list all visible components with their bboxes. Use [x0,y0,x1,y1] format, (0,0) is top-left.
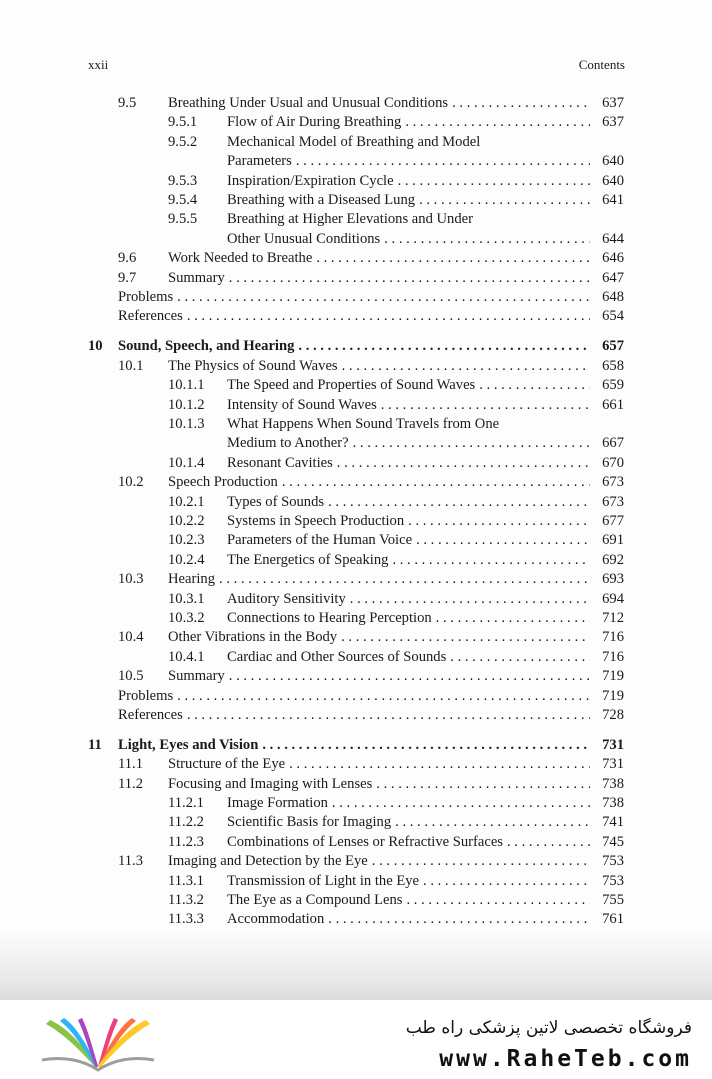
toc-entry-row [0,628,712,647]
toc-entry-title: Hearing [168,571,216,588]
toc-leader-dots [225,667,590,686]
toc-entry-row [0,872,712,891]
toc-leader-dots [403,891,591,910]
toc-entry-title: Inspiration/Expiration Cycle [227,172,394,189]
toc-leader-dots [388,551,590,570]
toc-entry-number: 11.2.2 [168,814,204,831]
toc-page-number: 647 [602,269,624,286]
toc-entry-number: 10.2 [118,474,144,491]
toc-entry-title: Flow of Air During Breathing [227,114,402,131]
toc-entry-number: 10.4 [118,629,144,646]
toc-entry-row [0,531,712,550]
toc-entry-number: 9.5.4 [168,192,198,208]
toc-entry-number: 10.3.1 [168,590,205,607]
toc-entry-title: The Eye as a Compound Lens [227,892,403,908]
toc-entry-title: Speech Production [168,474,278,491]
toc-entry-row [0,648,712,667]
toc-entry-number: 11.2.3 [168,833,204,850]
toc-page-number: 694 [602,590,624,607]
running-header: Contents [578,57,625,72]
toc-page-number: 673 [602,474,624,491]
toc-entry-row [0,249,712,268]
toc-page-number: 677 [602,512,624,529]
toc-page-number: 648 [602,289,624,305]
toc-entry-number: 9.5.3 [168,172,198,189]
toc-entry-title: Imaging and Detection by the Eye [168,853,368,870]
toc-page-number: 719 [602,668,624,685]
toc-entry-row [0,230,712,249]
toc-leader-dots [183,706,590,725]
toc-leader-dots [412,531,590,550]
toc-entry-number: 11 [88,736,102,753]
toc-page-number: 728 [602,706,624,723]
toc-entry-title: Parameters of the Human Voice [227,532,413,549]
toc-entry-row [0,269,712,288]
page-number: xxii [88,57,109,72]
toc-entry-title: Medium to Another? [227,435,349,452]
toc-leader-dots [391,813,590,832]
toc-page-number: 654 [602,308,624,325]
toc-leader-dots [173,288,590,307]
toc-entry-number: 10.1.1 [168,377,205,394]
toc-entry-number: 9.5.1 [168,114,198,131]
toc-entry-row [0,454,712,473]
toc-entry-row [0,609,712,628]
toc-entry-number: 10.3.2 [168,609,205,626]
toc-page-number: 693 [602,571,624,588]
toc-entry-title: References [118,706,183,723]
toc-entry-number: 11.2.1 [168,795,204,811]
toc-entry-row [0,813,712,832]
toc-entry-row [0,687,712,706]
toc-entry-row [0,570,712,589]
toc-entry-title: Mechanical Model of Breathing and Model [227,133,481,150]
toc-page-number: 731 [602,736,624,753]
toc-entry-number: 10.5 [118,668,144,685]
toc-entry-number: 10.2.2 [168,512,205,529]
toc-entry-title: Focusing and Imaging with Lenses [168,775,373,792]
toc-page-number: 670 [602,454,624,471]
toc-entry-number: 10 [88,338,103,355]
toc-entry-row [0,551,712,570]
toc-leader-dots [394,172,590,191]
toc-entry-number: 10.2.4 [168,551,205,568]
open-book-logo-icon [38,1016,158,1072]
toc-page-number: 761 [602,911,624,928]
toc-page-number: 712 [602,609,624,626]
toc-entry-row [0,133,712,152]
toc-entry-row [0,434,712,453]
toc-page-number: 719 [602,687,624,704]
toc-leader-dots [415,191,590,210]
toc-page-number: 667 [602,435,624,452]
toc-entry-title: Problems [118,687,174,704]
toc-entry-number: 9.7 [118,269,137,286]
toc-entry-number: 11.3 [118,853,143,870]
toc-entry-title: Other Vibrations in the Body [168,629,338,646]
toc-entry-row [0,775,712,794]
toc-entry-number: 9.5 [118,95,137,111]
toc-entry-row [0,706,712,725]
toc-entry-title: Work Needed to Breathe [168,250,313,267]
toc-entry-title: Intensity of Sound Waves [227,396,377,413]
toc-entry-title: Other Unusual Conditions [227,230,381,247]
toc-entry-title: Systems in Speech Production [227,512,405,529]
toc-entry-title: Scientific Basis for Imaging [227,814,392,831]
toc-entry-row [0,755,712,774]
toc-entry-number: 10.1.2 [168,396,205,413]
toc-entry-row [0,191,712,210]
toc-entry-title: Resonant Cavities [227,454,333,471]
toc-leader-dots [432,609,590,628]
toc-entry-title: Types of Sounds [227,493,325,510]
toc-page-number: 646 [602,250,624,267]
toc-entry-title: Breathing Under Usual and Unusual Conditions [168,95,449,111]
toc-entry-number: 11.1 [118,756,143,773]
toc-leader-dots [401,113,590,132]
toc-page-number: 661 [602,396,624,413]
toc-page-number: 731 [602,756,624,773]
toc-entry-row [0,172,712,191]
toc-entry-row [0,891,712,910]
toc-page-number: 692 [602,551,624,568]
toc-entry-row [0,210,712,229]
toc-entry-row [0,794,712,813]
toc-page-number: 641 [602,192,624,208]
toc-leader-dots [337,628,590,647]
toc-entry-title: What Happens When Sound Travels from One [227,415,500,432]
toc-entry-number: 9.5.2 [168,133,198,150]
toc-page-number: 644 [602,230,624,247]
toc-page-number: 716 [602,629,624,646]
watermark-banner [0,1000,712,1079]
toc-leader-dots [475,376,590,395]
toc-leader-dots [333,454,590,473]
toc-entry-number: 10.1.4 [168,454,205,471]
toc-leader-dots [258,736,590,755]
toc-page-number: 659 [602,377,624,394]
toc-leader-dots [278,473,590,492]
toc-entry-row [0,833,712,852]
toc-page-number: 658 [602,357,624,374]
toc-leader-dots [215,570,590,589]
toc-leader-dots [368,852,590,871]
store-name: فروشگاه تخصصی لاتین پزشکی راه طب [405,1018,692,1038]
toc-page-number: 738 [602,775,624,792]
toc-entry-title: Cardiac and Other Sources of Sounds [227,648,447,665]
toc-entry-title: Summary [168,668,225,685]
toc-entry-title: Breathing at Higher Elevations and Under [227,211,473,228]
toc-page-number: 745 [602,833,624,850]
toc-entry-title: The Energetics of Speaking [227,551,389,568]
toc-entry-row [0,396,712,415]
toc-page-number: 640 [602,153,624,170]
toc-entry-number: 10.2.1 [168,493,205,510]
toc-leader-dots [404,512,590,531]
toc-entry-number: 10.1.3 [168,415,205,432]
toc-entry-row [0,152,712,171]
toc-leader-dots [324,493,590,512]
toc-entry-row [0,473,712,492]
toc-entry-row [0,357,712,376]
toc-entry-title: Auditory Sensitivity [227,590,346,607]
toc-entry-title: Sound, Speech, and Hearing [118,338,295,355]
toc-page-number: 716 [602,648,624,665]
toc-leader-dots [448,94,590,113]
toc-leader-dots [380,230,590,249]
toc-chapter-row [0,337,712,356]
toc-page-number: 753 [602,853,624,870]
toc-entry-number: 11.3.1 [168,872,204,889]
toc-entry-row [0,910,712,929]
toc-entry-title: Combinations of Lenses or Refractive Surfaces [227,833,503,850]
toc-entry-row [0,288,712,307]
toc-leader-dots [338,357,590,376]
toc-leader-dots [372,775,590,794]
toc-entry-row [0,376,712,395]
toc-entry-number: 10.3 [118,571,144,588]
toc-entry-row [0,415,712,434]
toc-entry-title: The Speed and Properties of Sound Waves [227,377,476,394]
toc-page-number: 657 [602,338,624,355]
toc-page-number: 741 [602,814,624,831]
toc-chapter-row [0,736,712,755]
toc-entry-title: References [118,308,183,325]
store-url: www.RaheTeb.com [439,1046,692,1072]
toc-entry-title: Transmission of Light in the Eye [227,872,420,889]
toc-entry-title: Parameters [227,153,292,170]
toc-leader-dots [183,307,590,326]
toc-entry-row [0,94,712,113]
toc-entry-row [0,512,712,531]
toc-leader-dots [294,337,590,356]
toc-page-number: 637 [602,95,624,111]
toc-leader-dots [324,910,590,929]
toc-page-number: 738 [602,795,624,811]
toc-entry-number: 11.2 [118,775,143,792]
toc-leader-dots [285,755,590,774]
toc-entry-title: Image Formation [227,795,328,811]
toc-leader-dots [173,687,590,706]
toc-page-number: 673 [602,493,624,510]
toc-leader-dots [419,872,590,891]
toc-entry-title: Connections to Hearing Perception [227,609,432,626]
toc-entry-title: Problems [118,289,174,305]
toc-entry-row [0,493,712,512]
toc-entry-number: 9.5.5 [168,211,198,228]
toc-entry-number: 9.6 [118,250,137,267]
toc-entry-title: Structure of the Eye [168,756,286,773]
toc-entry-number: 10.2.3 [168,532,205,549]
toc-entry-title: Accommodation [227,911,325,928]
toc-leader-dots [225,269,590,288]
toc-leader-dots [312,249,590,268]
toc-leader-dots [377,396,590,415]
toc-entry-row [0,307,712,326]
page-shadow [0,930,712,1000]
toc-entry-title: Summary [168,269,225,286]
toc-entry-row [0,590,712,609]
toc-entry-row [0,113,712,132]
toc-entry-row [0,667,712,686]
toc-entry-number: 11.3.3 [168,911,204,928]
toc-entry-row [0,852,712,871]
toc-entry-title: Light, Eyes and Vision [118,736,259,753]
toc-page-number: 691 [602,532,624,549]
toc-leader-dots [503,833,590,852]
toc-leader-dots [328,794,590,813]
toc-leader-dots [292,152,590,171]
toc-entry-number: 10.4.1 [168,648,205,665]
toc-page-number: 640 [602,172,624,189]
toc-leader-dots [346,590,590,609]
toc-page-number: 637 [602,114,624,131]
toc-page-number: 753 [602,872,624,889]
toc-leader-dots [446,648,590,667]
toc-page-number: 755 [602,892,624,908]
toc-entry-number: 11.3.2 [168,892,204,908]
toc-entry-title: The Physics of Sound Waves [168,357,338,374]
toc-leader-dots [349,434,590,453]
toc-entry-title: Breathing with a Diseased Lung [227,192,416,208]
toc-entry-number: 10.1 [118,357,144,374]
